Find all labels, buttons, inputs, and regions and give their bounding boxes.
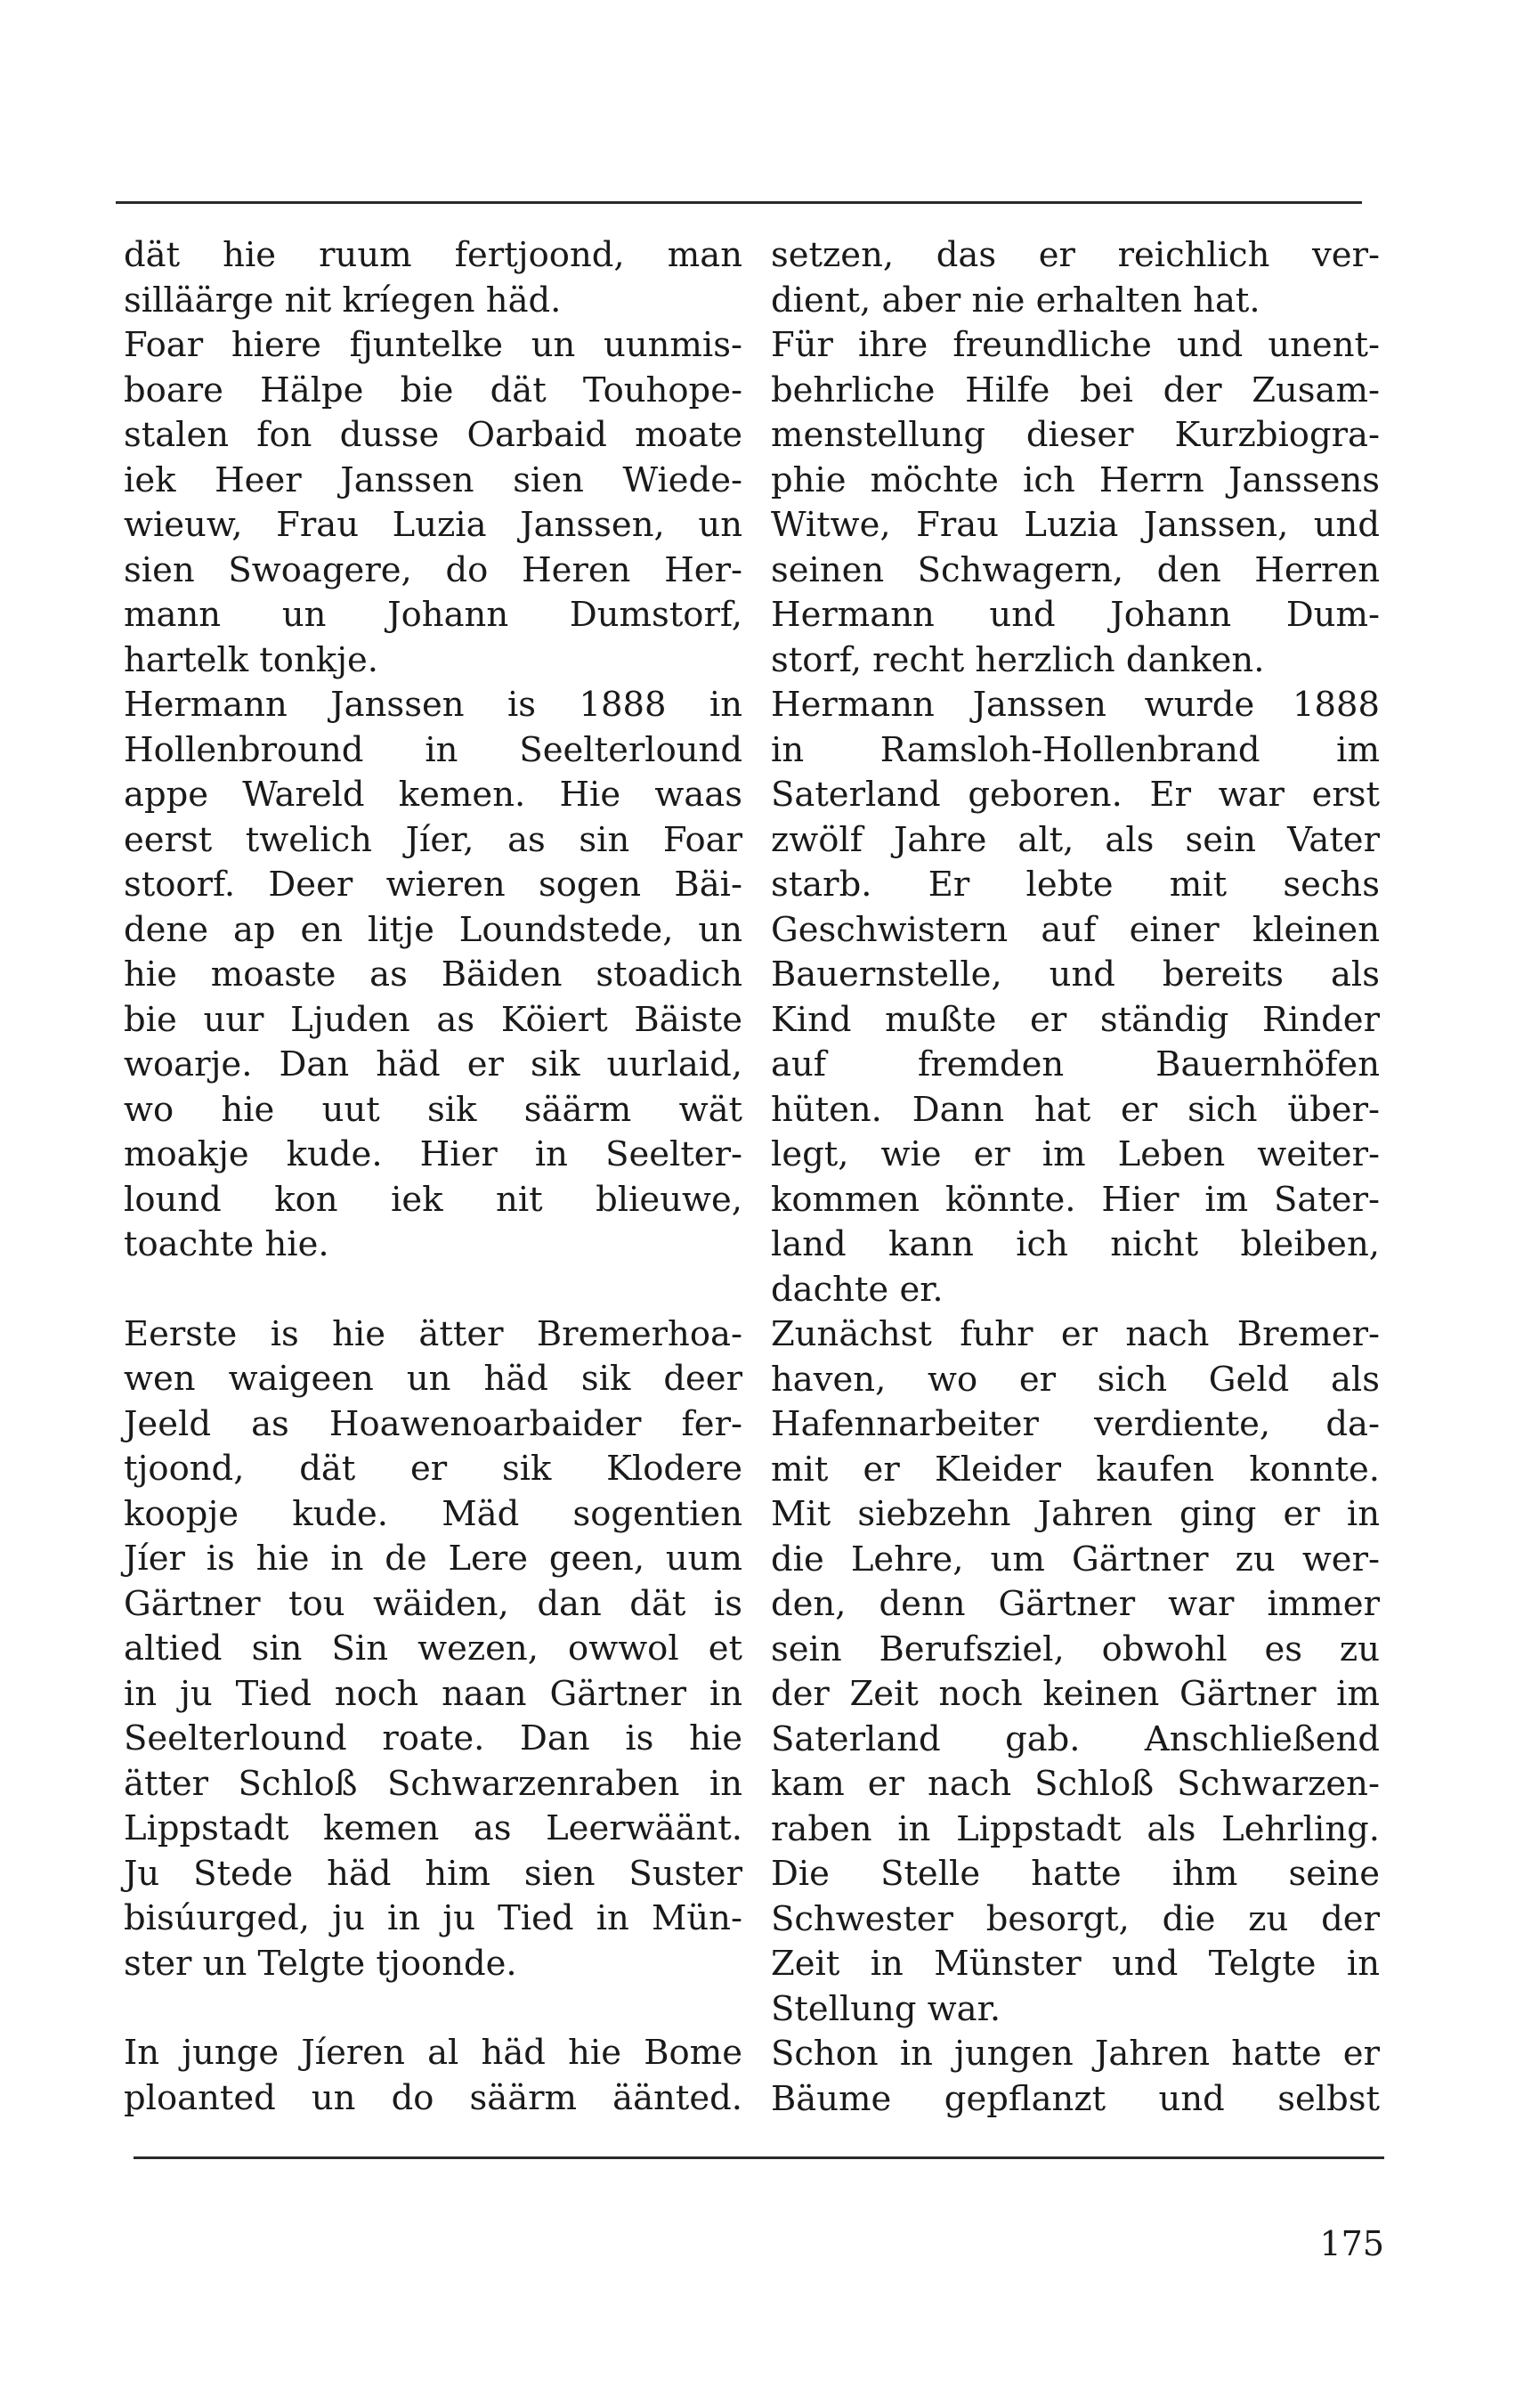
text-line: Ju Stede häd him sien Suster — [124, 1853, 742, 1894]
text-line: ploanted un do säärm äänted. — [124, 2077, 742, 2118]
text-line: tjoond, dät er sik Klodere — [124, 1449, 742, 1489]
text-line: legt, wie er im Leben weiter- — [771, 1134, 1380, 1174]
text-line: bisúurged, ju in ju Tied in Mün- — [124, 1898, 742, 1938]
text-line: Geschwistern auf einer kleinen — [771, 909, 1380, 950]
left-column-frisian — [124, 233, 742, 2121]
text-line: stoorf. Deer wieren sogen Bäi- — [124, 865, 742, 905]
text-line: Lippstadt kemen as Leerwäänt. — [124, 1808, 742, 1848]
text-line: auf fremden Bauernhöfen — [771, 1044, 1380, 1084]
text-line: Eerste is hie ätter Bremerhoa- — [124, 1313, 742, 1354]
text-line: Saterland gab. Anschließend — [771, 1718, 1380, 1759]
text-line: wieuw, Frau Luzia Janssen, un — [124, 505, 742, 545]
top-rule — [116, 201, 1362, 204]
text-line: stalen fon dusse Oarbaid moate — [124, 415, 742, 455]
right-column-german — [771, 233, 1380, 2122]
paragraph — [124, 323, 742, 683]
text-line: Schwester besorgt, die zu der — [771, 1898, 1380, 1939]
text-line: der Zeit noch keinen Gärtner im — [771, 1674, 1380, 1714]
text-line: Mit siebzehn Jahren ging er in — [771, 1494, 1380, 1534]
text-line: Für ihre freundliche und unent- — [771, 325, 1380, 365]
text-line: koopje kude. Mäd sogentien — [124, 1493, 742, 1534]
text-line: wo hie uut sik säärm wät — [124, 1089, 742, 1130]
paragraph — [124, 233, 742, 323]
paragraph — [771, 1312, 1380, 2032]
text-line: dient, aber nie erhalten hat. — [771, 280, 1260, 321]
text-line: den, denn Gärtner war immer — [771, 1584, 1380, 1624]
paragraph — [124, 683, 742, 1268]
text-line: Hollenbround in Seelterlound — [124, 729, 742, 770]
paragraph — [124, 2031, 742, 2121]
paragraph — [771, 233, 1380, 323]
text-line: in Ramsloh-Hollenbrand im — [771, 729, 1380, 770]
text-line: Die Stelle hatte ihm seine — [771, 1854, 1380, 1894]
text-line: Witwe, Frau Luzia Janssen, und — [771, 505, 1380, 545]
text-line: menstellung dieser Kurzbiogra- — [771, 415, 1380, 455]
text-line: boare Hälpe bie dät Touhope- — [124, 370, 742, 410]
text-line: ätter Schloß Schwarzenraben in — [124, 1763, 742, 1804]
text-line: kommen könnte. Hier im Sater- — [771, 1179, 1380, 1220]
text-line: Seelterlound roate. Dan is hie — [124, 1718, 742, 1758]
text-line: Zeit in Münster und Telgte in — [771, 1944, 1380, 1984]
text-line: Stellung war. — [771, 1988, 1001, 2029]
text-line: In junge Jíeren al häd hie Bome — [124, 2033, 742, 2073]
text-line: hie moaste as Bäiden stoadich — [124, 954, 742, 995]
text-line: eerst twelich Jíer, as sin Foar — [124, 819, 742, 860]
text-line: in ju Tied noch naan Gärtner in — [124, 1673, 742, 1714]
text-line: Hermann und Johann Dum- — [771, 595, 1380, 635]
text-line: Kind mußte er ständig Rinder — [771, 999, 1380, 1040]
text-line: altied sin Sin wezen, owwol et — [124, 1628, 742, 1669]
text-line: Foar hiere fjuntelke un uunmis- — [124, 325, 742, 365]
text-line: Saterland geboren. Er war erst — [771, 775, 1380, 815]
paragraph-gap — [124, 1986, 742, 2031]
text-line: iek Heer Janssen sien Wiede- — [124, 459, 742, 500]
text-line: Gärtner tou wäiden, dan dät is — [124, 1583, 742, 1624]
text-line: lound kon iek nit blieuwe, — [124, 1179, 742, 1220]
paragraph — [124, 1312, 742, 1987]
paragraph — [771, 2032, 1380, 2122]
text-line: seinen Schwagern, den Herren — [771, 549, 1380, 590]
text-line: phie möchte ich Herrn Janssens — [771, 459, 1380, 500]
text-line: setzen, das er reichlich ver- — [771, 235, 1380, 275]
text-line: zwölf Jahre alt, als sein Vater — [771, 819, 1380, 860]
text-line: hüten. Dann hat er sich über- — [771, 1089, 1380, 1130]
text-line: woarje. Dan häd er sik uurlaid, — [124, 1044, 742, 1084]
text-line: mit er Kleider kaufen konnte. — [771, 1449, 1380, 1490]
text-line: Jíer is hie in de Lere geen, uum — [124, 1539, 742, 1579]
paragraph — [771, 683, 1380, 1312]
text-line: toachte hie. — [124, 1224, 329, 1264]
text-line: Hermann Janssen is 1888 in — [124, 685, 742, 725]
text-line: silläärge nit kríegen häd. — [124, 280, 562, 321]
text-line: starb. Er lebte mit sechs — [771, 865, 1380, 905]
text-line: hartelk tonkje. — [124, 639, 379, 680]
text-line: sien Swoagere, do Heren Her- — [124, 549, 742, 590]
text-line: Hermann Janssen wurde 1888 — [771, 685, 1380, 725]
text-line: wen waigeen un häd sik deer — [124, 1359, 742, 1399]
text-line: dachte er. — [771, 1269, 944, 1310]
text-line: appe Wareld kemen. Hie waas — [124, 775, 742, 815]
text-line: dät hie ruum fertjoond, man — [124, 235, 742, 275]
text-line: raben in Lippstadt als Lehrling. — [771, 1808, 1380, 1849]
text-line: moakje kude. Hier in Seelter- — [124, 1134, 742, 1174]
text-line: Hafennarbeiter verdiente, da- — [771, 1404, 1380, 1444]
text-line: Zunächst fuhr er nach Bremer- — [771, 1314, 1380, 1354]
text-line: Jeeld as Hoawenoarbaider fer- — [124, 1403, 742, 1444]
paragraph — [771, 323, 1380, 683]
text-line: sein Berufsziel, obwohl es zu — [771, 1628, 1380, 1669]
text-line: storf, recht herzlich danken. — [771, 639, 1265, 680]
text-line: ster un Telgte tjoonde. — [124, 1943, 517, 1984]
text-line: kam er nach Schloß Schwarzen- — [771, 1764, 1380, 1804]
text-line: haven, wo er sich Geld als — [771, 1359, 1380, 1400]
text-line: mann un Johann Dumstorf, — [124, 595, 742, 635]
text-line: die Lehre, um Gärtner zu wer- — [771, 1539, 1380, 1580]
text-line: bie uur Ljuden as Köiert Bäiste — [124, 999, 742, 1040]
text-line: Schon in jungen Jahren hatte er — [771, 2034, 1380, 2074]
text-line: land kann ich nicht bleiben, — [771, 1224, 1380, 1264]
text-line: behrliche Hilfe bei der Zusam- — [771, 370, 1380, 410]
paragraph-gap — [124, 1268, 742, 1312]
text-line: dene ap en litje Loundstede, un — [124, 909, 742, 950]
text-line: Bäume gepflanzt und selbst — [771, 2078, 1380, 2119]
bottom-rule — [134, 2156, 1384, 2159]
text-line: Bauernstelle, und bereits als — [771, 954, 1380, 995]
page-number: 175 — [1319, 2224, 1384, 2263]
